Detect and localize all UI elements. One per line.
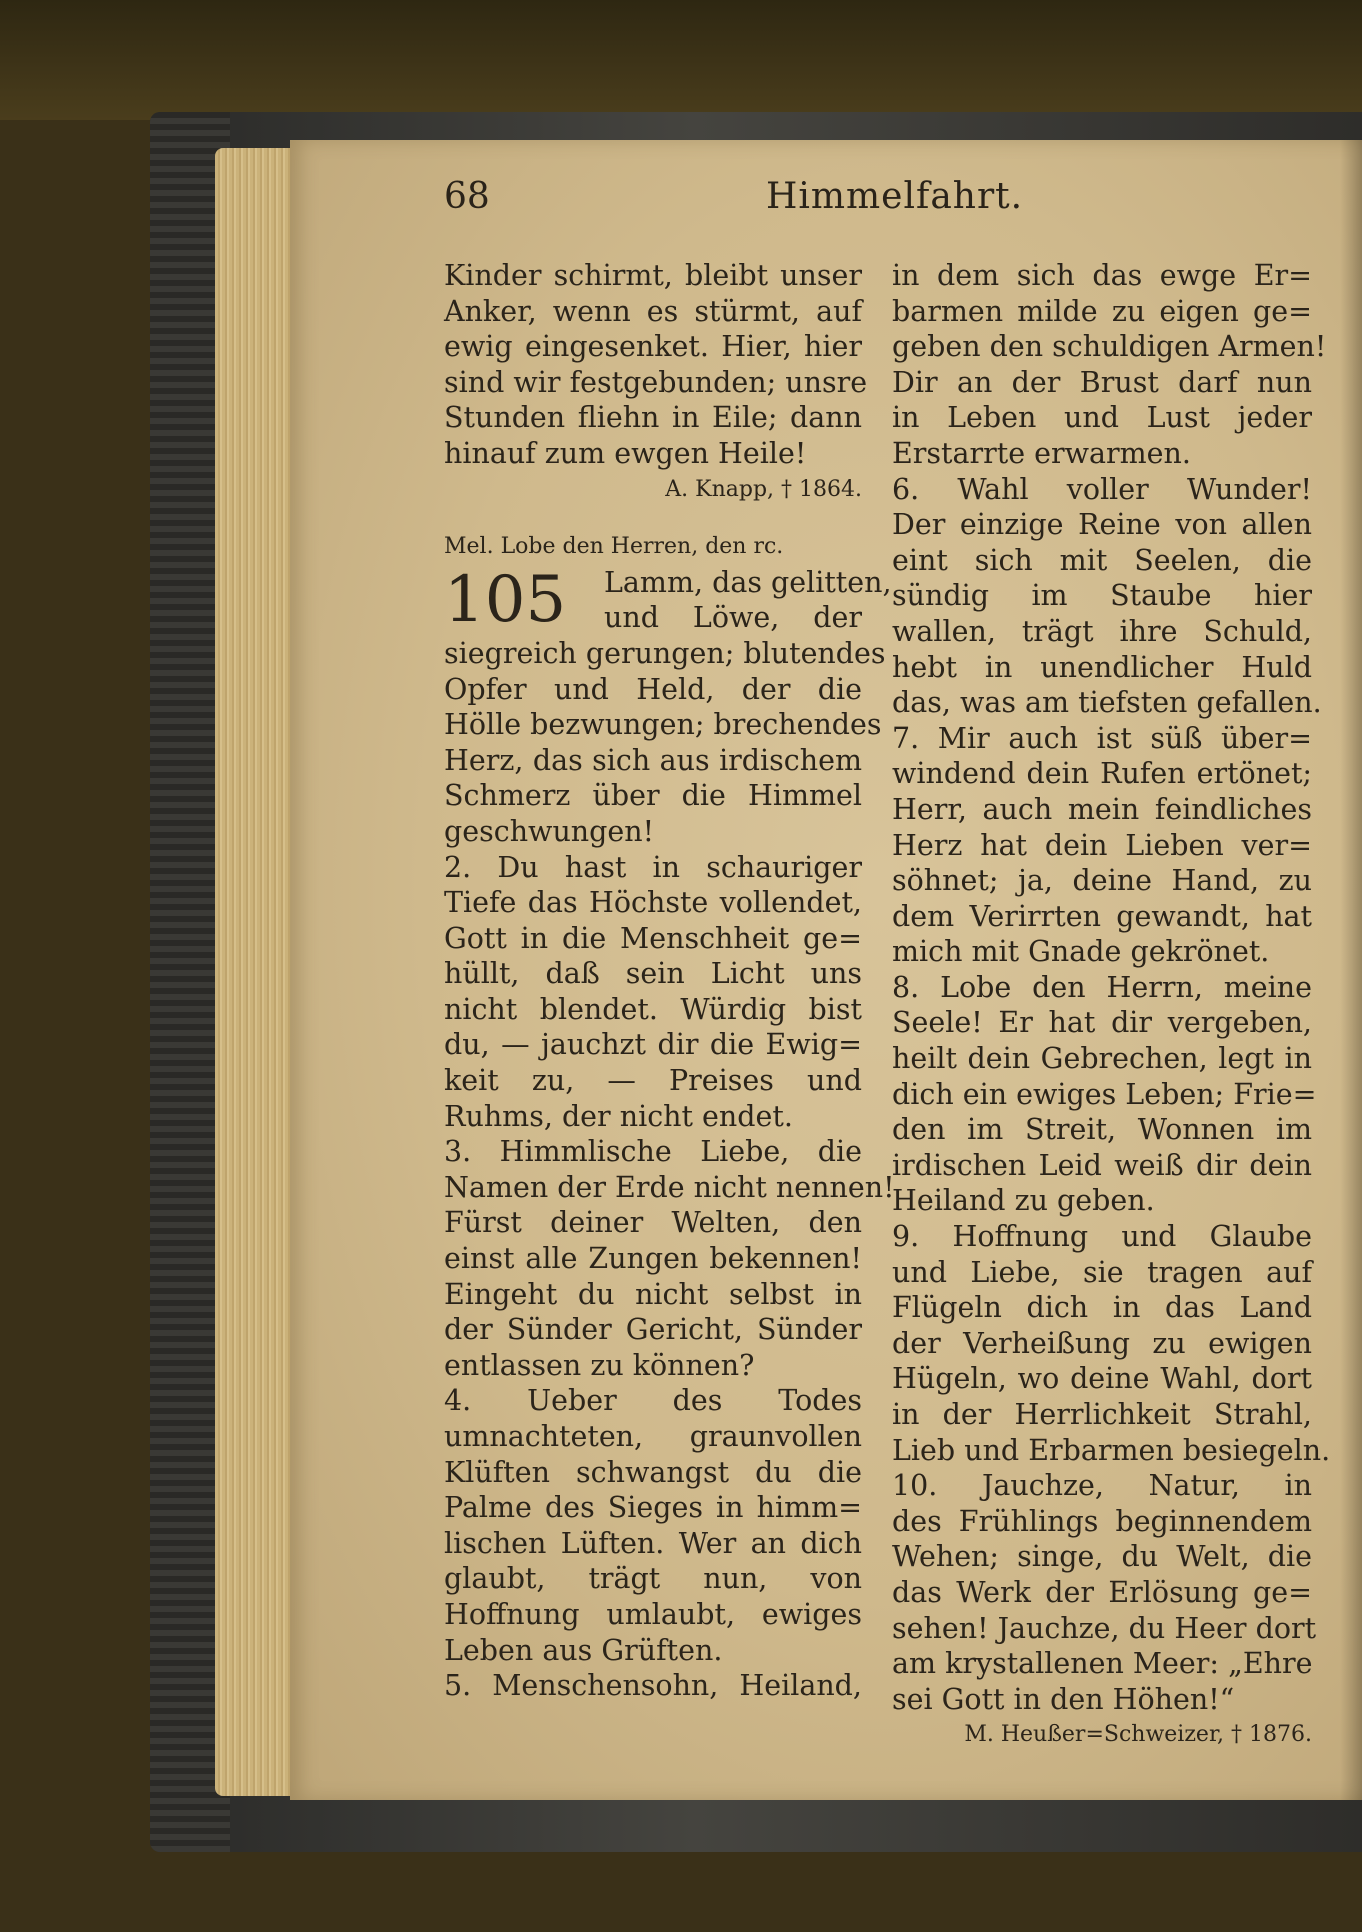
- page-number: 68: [444, 176, 490, 217]
- text-line: hinauf zum ewgen Heile!: [444, 436, 807, 470]
- text-line: hüllt, daß sein Licht uns: [444, 957, 862, 991]
- text-line: lischen Lüften. Wer an dich: [444, 1526, 862, 1560]
- text-line: söhnet; ja, deine Hand, zu: [892, 864, 1312, 898]
- text-line: am krystallenen Meer: „Ehre: [892, 1647, 1313, 1681]
- text-line: das Werk der Erlösung ge=: [892, 1575, 1312, 1609]
- text-line: dich ein ewiges Leben; Frie=: [892, 1077, 1317, 1111]
- left-column: [444, 258, 895, 1704]
- text-line: entlassen zu können?: [444, 1348, 755, 1382]
- text-line: Tiefe das Höchste vollendet,: [444, 886, 862, 920]
- text-line: Ruhms, der nicht endet.: [444, 1099, 793, 1133]
- text-line: sehen! Jauchze, du Heer dort: [892, 1611, 1317, 1645]
- text-line: und Liebe, sie tragen auf: [892, 1255, 1312, 1289]
- text-line: mich mit Gnade gekrönet.: [892, 935, 1270, 969]
- text-line: Stunden fliehn in Eile; dann: [444, 401, 862, 435]
- page-header: [444, 176, 1024, 236]
- text-line: Hoffnung umlaubt, ewiges: [444, 1597, 862, 1631]
- melody-note: Mel. Lobe den Herren, den rc.: [444, 534, 784, 560]
- section-title: Himmelfahrt.: [766, 176, 1024, 217]
- verse-start-line: 8. Lobe den Herrn, meine: [892, 970, 1312, 1004]
- verse-start-line: 5. Menschensohn, Heiland,: [444, 1669, 862, 1703]
- text-line: der Sünder Gericht, Sünder: [444, 1313, 862, 1347]
- text-line: Lamm, das gelitten,: [604, 565, 892, 599]
- text-line: einst alle Zungen bekennen!: [444, 1242, 862, 1276]
- text-line: wallen, trägt ihre Schuld,: [892, 614, 1312, 648]
- text-line: Palme des Sieges in himm=: [444, 1491, 862, 1525]
- text-line: Schmerz über die Himmel: [444, 779, 862, 813]
- text-line: Heiland zu geben.: [892, 1184, 1155, 1218]
- text-line: in der Herrlichkeit Strahl,: [892, 1398, 1312, 1431]
- attribution: A. Knapp, † 1864.: [665, 476, 862, 502]
- text-line: barmen milde zu eigen ge=: [892, 294, 1312, 328]
- verse-start-line: 7. Mir auch ist süß über=: [892, 721, 1312, 755]
- text-line: Hügeln, wo deine Wahl, dort: [892, 1362, 1312, 1396]
- text-line: dem Verirrten gewandt, hat: [892, 899, 1312, 933]
- text-line: Der einzige Reine von allen: [892, 508, 1312, 542]
- text-line: hebt in unendlicher Huld: [892, 650, 1312, 684]
- text-line: und Löwe, der: [604, 601, 862, 635]
- page-gutter-shadow: [1340, 140, 1362, 1800]
- text-line: den im Streit, Wonnen im: [892, 1113, 1312, 1147]
- text-line: eint sich mit Seelen, die: [892, 543, 1312, 577]
- text-line: das, was am tiefsten gefallen.: [892, 686, 1322, 720]
- attribution: M. Heußer=Schweizer, † 1876.: [964, 1722, 1312, 1748]
- background-top: [0, 0, 1362, 120]
- text-line: sündig im Staube hier: [892, 579, 1312, 613]
- text-line: Seele! Er hat dir vergeben,: [892, 1006, 1312, 1040]
- text-line: Opfer und Held, der die: [444, 672, 862, 706]
- text-line: geschwungen!: [444, 814, 655, 848]
- text-line: glaubt, trägt nun, von: [444, 1562, 862, 1596]
- text-line: Herr, auch mein feindliches: [892, 792, 1312, 826]
- verse-start-line: 3. Himmlische Liebe, die: [444, 1135, 862, 1169]
- text-line: ewig eingesenket. Hier, hier: [444, 330, 862, 364]
- text-line: Lieb und Erbarmen besiegeln.: [892, 1433, 1331, 1467]
- text-line: keit zu, — Preises und: [444, 1064, 862, 1098]
- text-line: des Frühlings beginnendem: [892, 1504, 1312, 1538]
- verse-start-line: 2. Du hast in schauriger: [444, 850, 862, 884]
- verse-start-line: 4. Ueber des Todes: [444, 1384, 862, 1418]
- verse-start-line: 9. Hoffnung und Glaube: [892, 1220, 1312, 1254]
- text-line: sei Gott in den Höhen!“: [892, 1682, 1235, 1716]
- text-line: der Verheißung zu ewigen: [892, 1326, 1312, 1360]
- text-line: in Leben und Lust jeder: [892, 401, 1312, 435]
- text-line: du, — jauchzt dir die Ewig=: [444, 1028, 862, 1062]
- text-line: Leben aus Grüften.: [444, 1633, 723, 1667]
- text-line: Wehen; singe, du Welt, die: [892, 1540, 1312, 1574]
- hymn-start: [444, 562, 892, 637]
- text-line: nicht blendet. Würdig bist: [444, 992, 862, 1026]
- text-line: Flügeln dich in das Land: [892, 1291, 1312, 1325]
- text-line: Erstarrte erwarmen.: [892, 436, 1191, 470]
- text-line: Eingeht du nicht selbst in: [444, 1277, 862, 1311]
- text-line: irdischen Leid weiß dir dein: [892, 1148, 1312, 1182]
- text-line: in dem sich das ewge Er=: [892, 259, 1312, 292]
- text-line: Klüften schwangst du die: [444, 1455, 862, 1489]
- text-line: windend dein Rufen ertönet;: [892, 757, 1312, 791]
- verse-start-line: 6. Wahl voller Wunder!: [892, 472, 1312, 506]
- text-line: Gott in die Menschheit ge=: [444, 921, 862, 955]
- text-line: geben den schuldigen Armen!: [892, 330, 1327, 364]
- text-line: sind wir festgebunden; unsre: [444, 365, 868, 399]
- text-line: heilt dein Gebrechen, legt in: [892, 1042, 1312, 1076]
- text-line: umnachteten, graunvollen: [444, 1420, 862, 1453]
- text-line: Namen der Erde nicht nennen!: [444, 1170, 895, 1204]
- text-line: Hölle bezwungen; brechendes: [444, 708, 882, 742]
- text-line: Kinder schirmt, bleibt unser: [444, 259, 862, 292]
- text-line: Herz hat dein Lieben ver=: [892, 828, 1312, 862]
- text-line: siegreich gerungen; blutendes: [444, 636, 886, 670]
- verse-start-line: 10. Jauchze, Natur, in: [892, 1469, 1312, 1503]
- text-line: Anker, wenn es stürmt, auf: [444, 294, 862, 328]
- text-line: Dir an der Brust darf nun: [892, 365, 1312, 399]
- hymn-number: 105: [444, 562, 567, 637]
- text-line: Herz, das sich aus irdischem: [444, 743, 862, 777]
- right-column: [892, 258, 1331, 1753]
- text-line: Fürst deiner Welten, den: [444, 1206, 862, 1240]
